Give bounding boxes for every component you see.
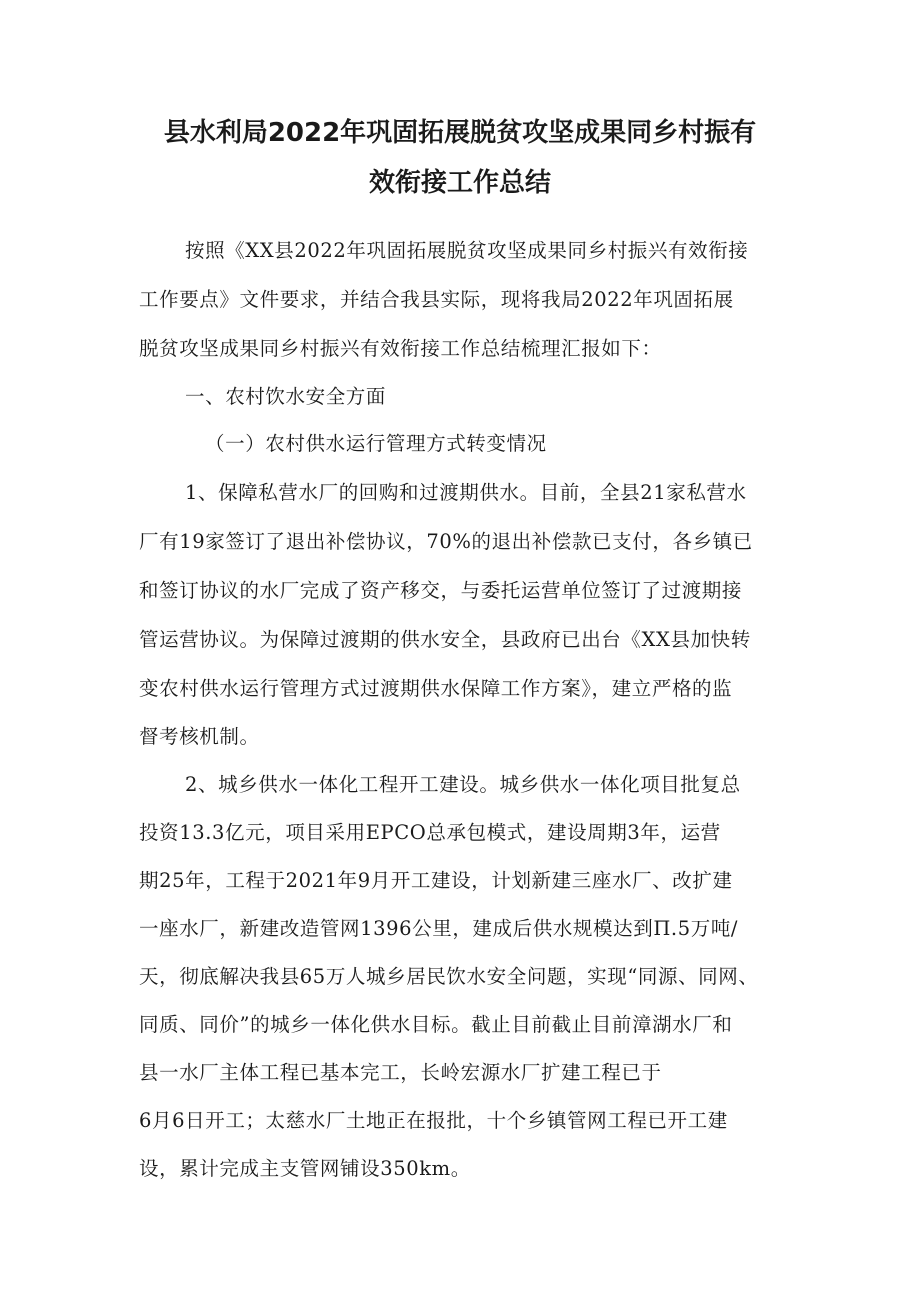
paragraph-line: 工作要点》文件要求，并结合我县实际，现将我局2022年巩固拓展 [139,288,734,311]
paragraph-line: 设，累计完成主支管网铺设350km。 [139,1157,471,1180]
paragraph-line: 管运营协议。为保障过渡期的供水安全，县政府已出台《XX县加快转 [139,628,751,651]
paragraph-line: 1、保障私营水厂的回购和过渡期供水。目前，全县21家私营水 [185,481,747,504]
paragraph-line: 同质、同价”的城乡一体化供水目标。截止目前截止目前漳湖水厂和 [139,1013,733,1036]
paragraph-line: 脱贫攻坚成果同乡村振兴有效衔接工作总结梳理汇报如下： [139,337,662,360]
paragraph-line: 一座水厂，新建改造管网1396公里，建成后供水规模达到Π.5万吨/ [139,917,739,940]
paragraph-line: 天，彻底解决我县65万人城乡居民饮水安全问题，实现“同源、同网、 [139,965,759,988]
subsection-heading: （一）农村供水运行管理方式转变情况 [205,432,547,455]
paragraph-line: 期25年，工程于2021年9月开工建设，计划新建三座水厂、改扩建 [139,869,733,892]
paragraph-line: 6月6日开工；太慈水厂土地正在报批，十个乡镇管网工程已开工建 [139,1109,728,1132]
paragraph-line: 和签订协议的水厂完成了资产移交，与委托运营单位签订了过渡期接 [139,579,743,602]
paragraph-line: 县一水厂主体工程已基本完工，长岭宏源水厂扩建工程已于 [139,1061,662,1084]
paragraph-line: 投资13.3亿元，项目采用EPCO总承包模式，建设周期3年，运营 [139,821,721,844]
paragraph-line: 厂有19家签订了退出补偿协议，70%的退出补偿款已支付，各乡镇已 [139,530,753,553]
section-heading: 一、农村饮水安全方面 [185,385,387,408]
paragraph-line: 变农村供水运行管理方式过渡期供水保障工作方案》，建立严格的监 [139,677,733,700]
document-title-line-1: 县水利局2022年巩固拓展脱贫攻坚成果同乡村振有 [163,118,757,148]
paragraph-line: 按照《XX县2022年巩固拓展脱贫攻坚成果同乡村振兴有效衔接 [185,239,749,262]
paragraph-line: 督考核机制。 [139,725,260,748]
paragraph-line: 2、城乡供水一体化工程开工建设。城乡供水一体化项目批复总 [185,773,741,796]
document-title-line-2: 效衔接工作总结 [368,168,551,198]
